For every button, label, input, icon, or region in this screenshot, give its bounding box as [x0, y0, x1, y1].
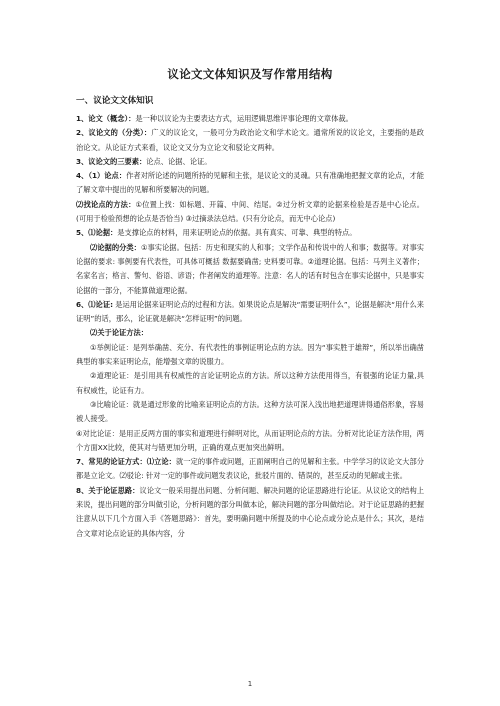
paragraph-text: ③比喻论证：就是通过形象的比喻来证明论点的方法。这种方法可深入浅出地把道理讲得通俗形象，容易被人接受。	[76, 399, 424, 424]
paragraph-text: ①事实论据。包括：历史和现实的人和事；文学作品和传说中的人和事；数据等。对事实论据的要求: 事例要有代表性，可具体可概括 数据要确凿; 史料要可靠。②道理论据。包括：马列主义著作；名家名言；格言、警句、俗语、谚语；作者阐发的道理等。注意：名人的话有时包含在事实论据中，只是事实论据的一部分，不能算做道理论据。	[76, 242, 425, 295]
paragraph-text: 作者对所论述的问题所持的见解和主张，是议论文的灵魂。只有准确地把握文章的论点，才能了解文章中提出的见解和所要解决的问题。	[76, 171, 424, 195]
paragraph-key: 4、（1）论点：	[76, 171, 127, 181]
paragraph-key: ⑵找论点的方法：	[76, 199, 136, 209]
paragraph	[76, 298, 424, 327]
paragraph-text: 议论文一般采用提出问题、分析问题、解决问题的论证思路进行论证。从议论文的结构上来说，提出问题的部分叫做引论，分析问题的部分叫做本论，解决问题的部分叫做结论。对于论证思路的把握注意从以下几个方面入手《答题思路》：首先，要明确问题中所提及的中心论点或分论点是什么；其次，是结合文章对论点论证的具体内容，分	[76, 485, 425, 538]
paragraph-text: 是运用论据来证明论点的过程和方法。如果说论点是解决“需要证明什么”，论据是解决“用什么来证明”的话，那么，论证就是解决“怎样证明”的问题。	[76, 299, 424, 324]
paragraph-text: 广义的议论文，一般可分为政治论文和学术论文。通常所说的议论文，主要指的是政治论文。从论证方式来看，议论文又分为立论文和驳论文两种。	[76, 128, 424, 152]
paragraph-key: 7、常见的论证方式：⑴立论：	[76, 457, 176, 467]
paragraph	[76, 112, 424, 126]
paragraph-text: ②道理论证：是引用具有权威性的言论证明论点的方法。所以这种方法使用得当，有很强的论证力量,具有权威性，论证有力。	[76, 371, 424, 395]
paragraph	[76, 126, 424, 155]
page-number: 1	[247, 680, 253, 688]
paragraph-key: ⑵关于论证方法：	[90, 328, 149, 338]
paragraph-text: 就一定的事件或问题，正面阐明自己的见解和主张。中学学习的议论文大部分都是立论文。⑵驳论: 针对一定的事件或问题发表议论，批驳片面的、错误的，甚至反动的见解或主张。	[76, 457, 424, 481]
paragraph	[76, 484, 424, 541]
paragraph	[76, 369, 424, 398]
paragraph-key: ⑵论据的分类：	[90, 242, 141, 252]
paragraph-key: 2、议论文的（分类）：	[76, 128, 152, 138]
doc-body	[76, 112, 424, 541]
paragraph	[76, 341, 424, 370]
paragraph-key: 6、⑴论证:	[76, 299, 113, 309]
paragraph-text: ①举例论证：是列举确凿、充分、有代表性的事例证明论点的方法。因为“事实胜于雄辩”，所以举出确凿典型的事实来证明论点，能增强文章的说服力。	[76, 342, 424, 367]
section-heading: 一、议论文文体知识	[76, 96, 154, 106]
paragraph-key: 1、论文（概念）：	[76, 114, 136, 123]
paragraph-text: 是一种以议论为主要表达方式，运用逻辑思维评事论理的文章体裁。	[135, 114, 353, 123]
paragraph-text: ④对比论证：是用正反两方面的事实和道理进行鲜明对比，从而证明论点的方法。分析对比论证方法作用，两个方面XX比较，使其对与错更加分明，正确的观点更加突出鲜明。	[76, 428, 424, 452]
paragraph-key: 3、议论文的三要素：	[76, 156, 147, 166]
paragraph	[76, 226, 424, 240]
paragraph	[76, 427, 424, 456]
paragraph-text: 论点、论据、论证。	[146, 156, 212, 166]
paragraph	[76, 198, 424, 227]
paragraph	[76, 398, 424, 427]
paragraph-text: 是支撑论点的材料，用来证明论点的依据。具有真实、可靠、典型的特点。	[117, 228, 357, 238]
paragraph	[76, 155, 424, 169]
paragraph	[76, 455, 424, 484]
paragraph	[76, 241, 424, 298]
paragraph-text: ①位置上找：如标题、开篇、中间、结尾。②过分析文章的论据来检验是否是中心论点。(可用于检验预想的论点是否恰当) ③过摘录法总结。(只有分论点，而无中心论点)	[76, 199, 424, 224]
doc-title: 议论文文体知识及写作常用结构	[167, 67, 333, 81]
paragraph-key: 8、关于论证思路：	[76, 485, 140, 495]
paragraph	[76, 169, 424, 198]
paragraph	[76, 326, 424, 340]
paragraph-key: 5、⑴论据：	[76, 228, 118, 238]
